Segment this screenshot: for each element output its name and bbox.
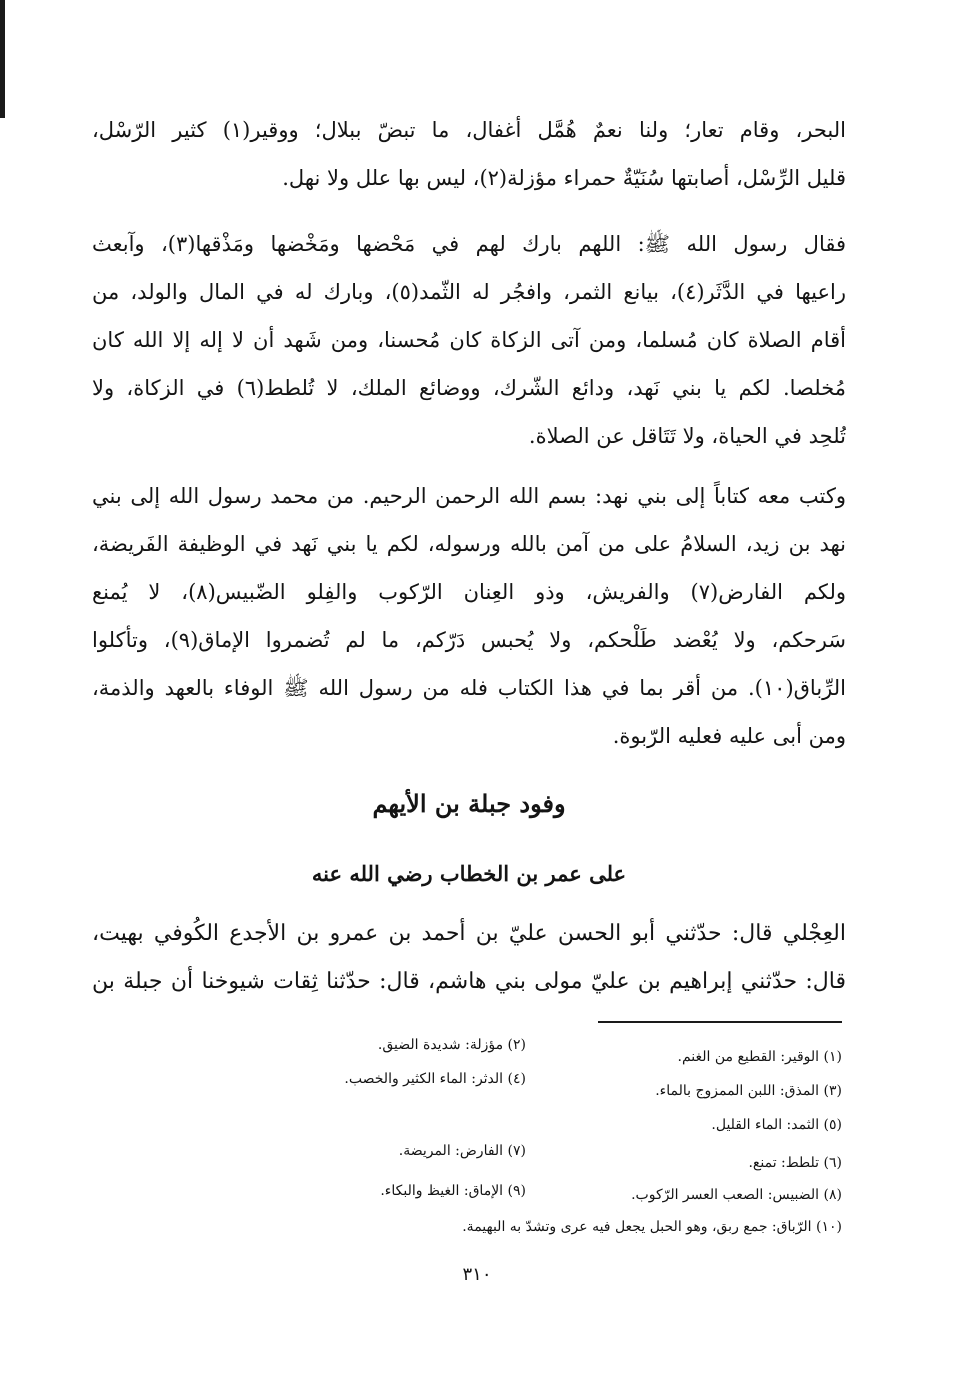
footnote-text: تلطط: تمنع. — [748, 1155, 820, 1171]
footnote-text: الفارض: المريضة. — [398, 1143, 504, 1159]
paragraph-2 — [92, 220, 846, 460]
footnote-number: (١) — [823, 1049, 842, 1065]
text-line: وكتب معه كتاباً إلى بني نهد: بسم الله الرحمن الرحيم. من محمد رسول الله إلى بني — [92, 484, 846, 508]
footnote-5 — [711, 1112, 842, 1138]
footnote-text: مؤزلة: شديدة الضيق. — [377, 1037, 504, 1053]
paragraph-3 — [92, 472, 846, 760]
text-line: قال: حدّثني إبراهيم بن عليّ مولى بني هاشم، قال: حدّثنا ثِقات شيوخنا أن جبلة بن — [92, 969, 846, 994]
text-line: ولكم الفارض(٧) والفريش، وذو العِنان الرّكوب والفِلو الضّبيس(٨)، لا يُمنع — [92, 580, 846, 604]
footnote-4 — [344, 1066, 526, 1092]
footnote-number: (١٠) — [816, 1219, 842, 1235]
footnote-2 — [378, 1032, 526, 1058]
footnote-number: (٣) — [823, 1083, 842, 1099]
text-line: البحر، وقام تعار؛ ولنا نعمٌ هُمَّل أغفال، ما تبضّ ببلال؛ ووقير(١) كثير الرّسْل، — [92, 118, 846, 142]
paragraph-4 — [92, 910, 846, 1006]
text-line: قليل الرِّسْل، أصابتها سُنَيّةٌ حمراء مؤزلة(٢)، ليس بها علل ولا نهل. — [282, 166, 846, 190]
footnote-1 — [678, 1044, 842, 1070]
footnote-text: المذق: اللبن الممزوج بالماء. — [655, 1083, 820, 1099]
footnote-number: (٩) — [507, 1183, 526, 1199]
footnote-text: الرّباق: جمع ربق، وهو الحبل يجعل فيه عرى وتشدّ به البهيمة. — [462, 1219, 812, 1235]
section-title: وفود جبلة بن الأيهم — [372, 789, 566, 818]
footnote-6 — [748, 1150, 842, 1176]
footnote-number: (٢) — [507, 1037, 526, 1053]
paragraph-1 — [92, 106, 846, 202]
page-number: ٣١٠ — [462, 1264, 492, 1285]
text-line: مُخلصا. لكم يا بني نَهد، ودائع الشّرك، ووضائع الملك، لا تُلطط(٦) في الزكاة، ولا — [92, 376, 846, 400]
footnote-number: (٧) — [507, 1143, 526, 1159]
footnote-number: (٦) — [823, 1155, 842, 1171]
text-line: نهد بن زيد، السلامُ على من آمن بالله ورسوله، لكم يا بني نَهد في الوظيفة الفَريضة، — [92, 532, 846, 556]
footnote-3 — [655, 1078, 842, 1104]
text-line: تُلحِد في الحياة، ولا تَتَاقل عن الصلاة. — [528, 424, 846, 448]
text-line: أقام الصلاة كان مُسلما، ومن آتى الزكاة كان مُحسنا، ومن شَهد أن لا إله إلا الله كان — [92, 328, 846, 352]
text-line: ومن أبى عليه فعليه الرّبوة. — [612, 724, 846, 748]
page-edge-mark — [0, 0, 5, 118]
footnote-text: الثمد: الماء القليل. — [711, 1117, 820, 1133]
text-line: فقال رسول الله ﷺ: اللهم بارك لهم في مَحْضها ومَخْضها ومَذْقها(٣)، وآبعث — [92, 232, 846, 256]
footnote-9 — [380, 1178, 526, 1204]
footnote-10 — [462, 1214, 842, 1240]
footnote-text: الضبيس: الصعب العسر الرّكوب. — [631, 1187, 820, 1203]
footnote-7 — [399, 1138, 526, 1164]
footnote-number: (٤) — [507, 1071, 526, 1087]
footnote-text: الوقير: القطيع من الغنم. — [677, 1049, 820, 1065]
footnote-separator — [598, 1021, 842, 1023]
text-line: الرِّباق(١٠). من أقر بما في هذا الكتاب فله من رسول الله ﷺ الوفاء بالعهد والذمة، — [92, 676, 846, 700]
text-line: راعيها في الدَّثَر(٤)، بيانع الثمر، وافجُر له الثّمد(٥)، وبارك له في المال والولد، من — [92, 280, 846, 304]
text-line: سَرحكم، ولا يُعْضد طَلْحكم، ولا يُحبس دَرّكم، ما لم تُضمروا الإماق(٩)، وتأكلوا — [92, 628, 846, 652]
footnote-8 — [631, 1182, 842, 1208]
footnote-number: (٥) — [823, 1117, 842, 1133]
footnote-number: (٨) — [823, 1187, 842, 1203]
section-subtitle: على عمر بن الخطاب رضي الله عنه — [311, 861, 627, 886]
footnote-text: الدثر: الماء الكثير والخصب. — [344, 1071, 504, 1087]
text-line: العِجْلي قال: حدّثني أبو الحسن عليّ بن أحمد بن عمرو بن الأجدع الكُوفي بهيت، — [92, 921, 846, 946]
footnote-text: الإماق: الغيظ والبكاء. — [380, 1183, 504, 1199]
